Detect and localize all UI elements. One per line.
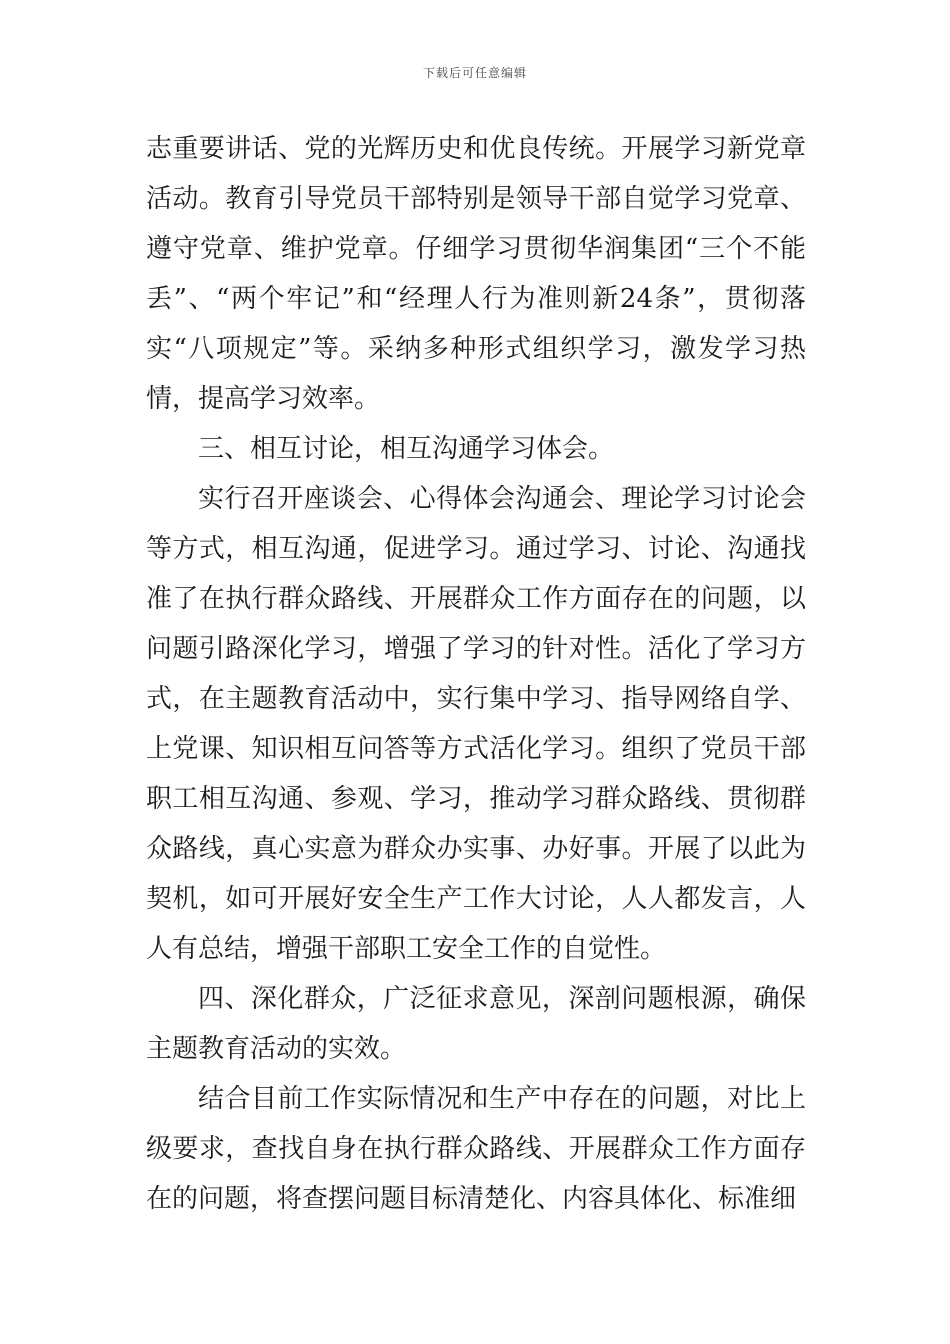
section-heading-3: 三、相互讨论，相互沟通学习体会。 — [198, 434, 615, 464]
document-body — [146, 124, 806, 1224]
paragraph-discussion: 实行召开座谈会、心得体会沟通会、理论学习讨论会等方式，相互沟通，促进学习。通过学习、讨论、沟通找准了在执行群众路线、开展群众工作方面存在的问题，以问题引路深化学习，增强了学习的针对性。活化了学习方式，在主题教育活动中，实行集中学习、指导网络自学、上党课、知识相互问答等方式活化学习。组织了党员干部职工相互沟通、参观、学习，推动学习群众路线、贯彻群众路线，真心实意为群众办实事、办好事。开展了以此为契机，如可开展好安全生产工作大讨论，人人都发言，人人有总结，增强干部职工安全工作的自觉性。 — [146, 484, 806, 964]
section-heading-4: 四、深化群众，广泛征求意见，深剖问题根源，确保主题教育活动的实效。 — [146, 984, 806, 1064]
header-note: 下载后可任意编辑 — [422, 66, 527, 80]
paragraph-continuation: 志重要讲话、党的光辉历史和优良传统。开展学习新党章活动。教育引导党员干部特别是领导干部自觉学习党章、遵守党章、维护党章。仔细学习贯彻华润集团“三个不能丢”、“两个牢记”和“经理人行为准则新24条”，贯彻落实“八项规定”等。采纳多种形式组织学习，激发学习热情，提高学习效率。 — [146, 134, 806, 414]
paragraph-investigation: 结合目前工作实际情况和生产中存在的问题，对比上级要求，查找自身在执行群众路线、开展群众工作方面存在的问题，将查摆问题目标清楚化、内容具体化、标准细 — [146, 1084, 806, 1214]
